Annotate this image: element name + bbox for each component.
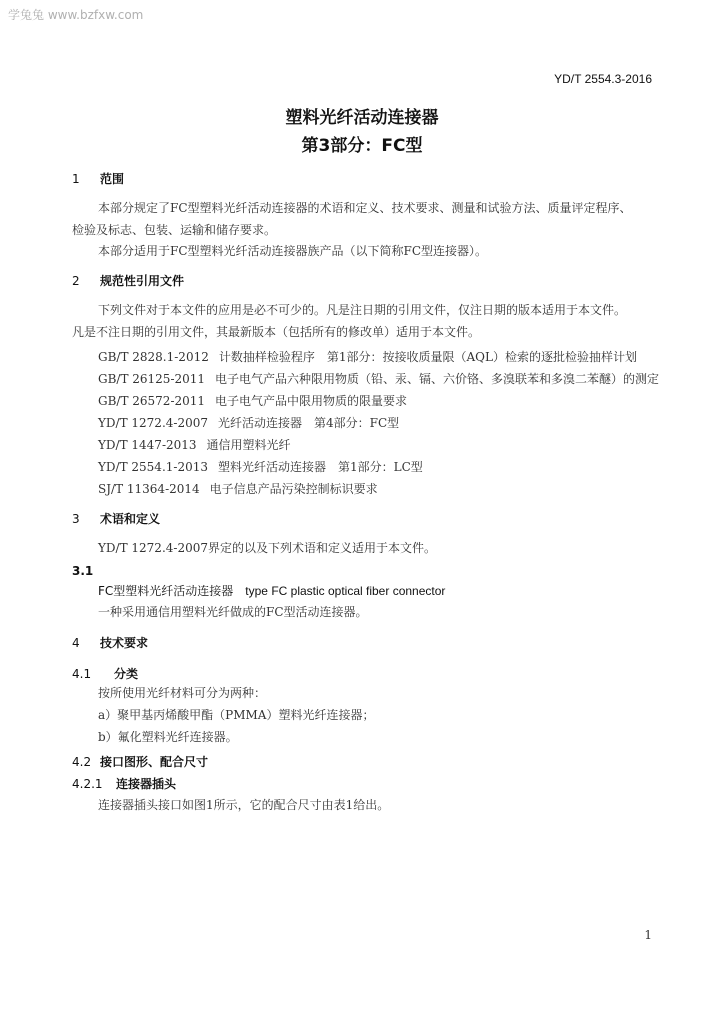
reference-code: YD/T 1447-2013 (98, 438, 197, 452)
reference-code: SJ/T 11364-2014 (98, 482, 200, 496)
text-line: 检验及标志、包装、运输和储存要求。 (72, 223, 277, 237)
term-definition (98, 601, 654, 623)
section-number: 1 (72, 172, 80, 186)
reference-title: 电子信息产品污染控制标识要求 (209, 482, 378, 496)
reference-title: 电子电气产品中限用物质的限量要求 (215, 394, 408, 408)
reference-item (98, 480, 378, 497)
text-line: 本部分规定了FC型塑料光纤活动连接器的术语和定义、技术要求、测量和试验方法、质量评定程序、 (98, 201, 632, 215)
reference-code: GB/T 26572-2011 (98, 394, 206, 408)
clause-number: 4.2 (72, 755, 92, 769)
document-subtitle: 第3部分：FC型 (301, 136, 423, 156)
clause-4-1-para (98, 682, 654, 704)
text-line: YD/T 1272.4-2007界定的以及下列术语和定义适用于本文件。 (98, 541, 436, 555)
text-line: 本部分适用于FC型塑料光纤活动连接器族产品（以下简称FC型连接器）。 (98, 244, 488, 258)
clause-title: 连接器插头 (116, 777, 177, 791)
section-1-para-1-cont (72, 219, 654, 241)
reference-item (98, 458, 423, 475)
reference-item (98, 414, 399, 431)
section-number: 3 (72, 512, 80, 526)
clause-title: 分类 (114, 667, 139, 681)
page-number: 1 (644, 928, 652, 942)
reference-code: YD/T 2554.1-2013 (98, 460, 208, 474)
text-line: 凡是不注日期的引用文件，其最新版本（包括所有的修改单）适用于本文件。 (72, 325, 481, 339)
clause-title: 接口图形、配合尺寸 (100, 755, 209, 769)
section-2-para-1 (72, 299, 654, 321)
clause-number: 4.1 (72, 667, 92, 681)
reference-item (98, 370, 659, 387)
section-1-heading (72, 170, 124, 187)
watermark: 学兔兔 www.bzfxw.com (8, 8, 144, 22)
section-number: 2 (72, 274, 80, 288)
term-chinese: FC型塑料光纤活动连接器 (98, 584, 234, 598)
section-3-para (72, 537, 654, 559)
text-line: b）氟化塑料光纤连接器。 (98, 730, 238, 744)
term-english: type FC plastic optical fiber connector (245, 584, 446, 598)
section-2-para-1-cont (72, 321, 654, 343)
standard-code: YD/T 2554.3-2016 (554, 72, 652, 86)
clause-4-2-heading (72, 753, 208, 770)
reference-title: 计数抽样检验程序 第1部分：按接收质量限（AQL）检索的逐批检验抽样计划 (218, 350, 637, 364)
text-line: 按所使用光纤材料可分为两种： (98, 686, 267, 700)
clause-4-2-1-heading (72, 775, 176, 792)
section-title: 术语和定义 (100, 512, 161, 526)
clause-4-2-1-para (72, 794, 654, 816)
reference-item (98, 348, 637, 365)
text-line: 下列文件对于本文件的应用是必不可少的。凡是注日期的引用文件，仅注日期的版本适用于本文件。 (98, 303, 627, 317)
reference-item (98, 392, 407, 409)
document-title: 塑料光纤活动连接器 (285, 108, 439, 128)
clause-number: 3.1 (72, 564, 94, 578)
term-entry (98, 580, 654, 602)
reference-code: GB/T 26125-2011 (98, 372, 206, 386)
reference-item (98, 436, 291, 453)
reference-title: 通信用塑料光纤 (206, 438, 291, 452)
text-line: 连接器插头接口如图1所示，它的配合尺寸由表1给出。 (98, 798, 390, 812)
clause-4-1-heading (72, 665, 138, 682)
reference-code: GB/T 2828.1-2012 (98, 350, 209, 364)
reference-title: 塑料光纤活动连接器 第1部分：LC型 (218, 460, 423, 474)
section-4-heading (72, 634, 148, 651)
text-line: a）聚甲基丙烯酸甲酯（PMMA）塑料光纤连接器； (98, 708, 375, 722)
text-line: 一种采用通信用塑料光纤做成的FC型活动连接器。 (98, 605, 368, 619)
clause-number: 4.2.1 (72, 777, 103, 791)
clause-3-1-number (72, 564, 93, 578)
section-title: 规范性引用文件 (100, 274, 185, 288)
section-1-para-2 (72, 240, 654, 262)
reference-title: 电子电气产品六种限用物质（铅、汞、镉、六价铬、多溴联苯和多溴二苯醚）的测定 (215, 372, 660, 386)
section-3-heading (72, 510, 160, 527)
reference-code: YD/T 1272.4-2007 (98, 416, 208, 430)
section-title: 范围 (100, 172, 125, 186)
list-item-a (98, 704, 654, 726)
section-1-para-1 (72, 197, 654, 219)
section-number: 4 (72, 636, 80, 650)
section-2-heading (72, 272, 184, 289)
reference-title: 光纤活动连接器 第4部分：FC型 (218, 416, 400, 430)
list-item-b (98, 726, 654, 748)
section-title: 技术要求 (100, 636, 149, 650)
